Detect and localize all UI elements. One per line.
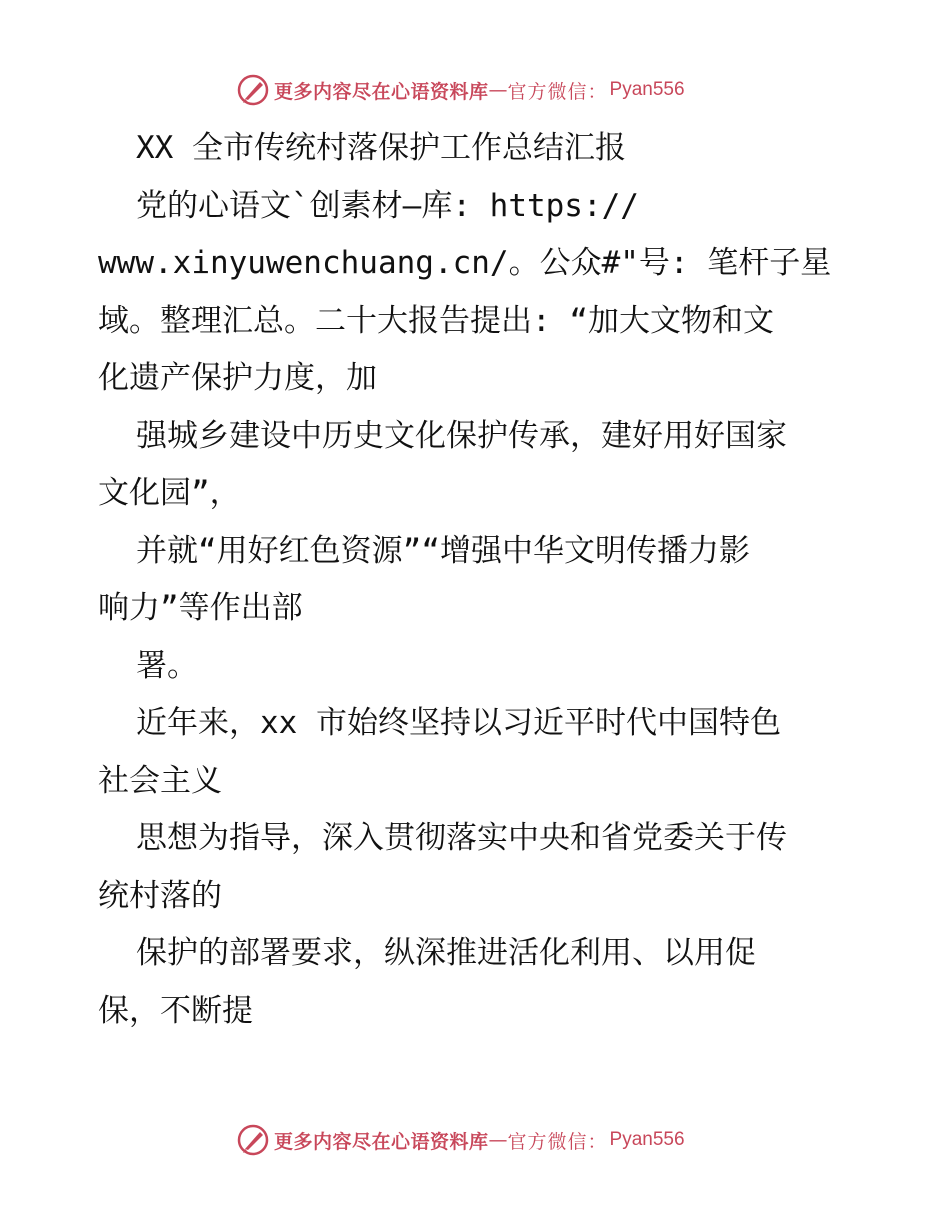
paragraph-line: 响力”等作出部 [98, 590, 303, 626]
paragraph-line: 保，不断提 [98, 992, 253, 1029]
watermark-banner-bottom [236, 1122, 685, 1158]
watermark-main-text: 更多内容尽在心语资料库 [274, 80, 489, 103]
paragraph-line: 强城乡建设中历史文化保护传承，建好用好国家 [136, 417, 787, 454]
paragraph-line: 思想为指导，深入贯彻落实中央和省党委关于传 [136, 820, 787, 856]
paragraph-line: 党的心语文`创素材—库: https:// [136, 187, 639, 224]
paragraph-line: 统村落的 [98, 877, 222, 914]
document-title: XX 全市传统村落保护工作总结汇报 [136, 130, 626, 166]
paragraph-line: 域。整理汇总。二十大报告提出: “加大文物和文 [98, 302, 774, 339]
watermark-wechat-id: Pyan556 [609, 1129, 685, 1150]
watermark-banner-top [236, 72, 685, 108]
paragraph-line: 保护的部署要求，纵深推进活化利用、以用促 [136, 935, 756, 971]
paragraph-line: 并就“用好红色资源”“增强中华文明传播力影 [136, 532, 750, 569]
quill-pen-logo-icon [236, 1123, 270, 1157]
paragraph-line: www.xinyuwenchuang.cn/。公众#"号: 笔杆子星 [98, 245, 832, 281]
watermark-main-text: 更多内容尽在心语资料库 [274, 1130, 489, 1153]
paragraph-line: 文化园”， [98, 475, 241, 511]
document-body [98, 120, 858, 1040]
paragraph-line: 近年来，xx 市始终坚持以习近平时代中国特色 [136, 705, 781, 741]
quill-pen-logo-icon [236, 73, 270, 107]
paragraph-line: 化遗产保护力度，加 [98, 360, 377, 396]
watermark-sub-text: 官方微信： [507, 80, 608, 103]
watermark-sub-text: 官方微信： [507, 1130, 608, 1153]
watermark-separator: — [488, 1129, 508, 1151]
paragraph-line: 署。 [136, 647, 198, 684]
paragraph-line: 社会主义 [98, 762, 222, 799]
watermark-wechat-id: Pyan556 [609, 79, 685, 100]
watermark-separator: — [488, 79, 508, 101]
